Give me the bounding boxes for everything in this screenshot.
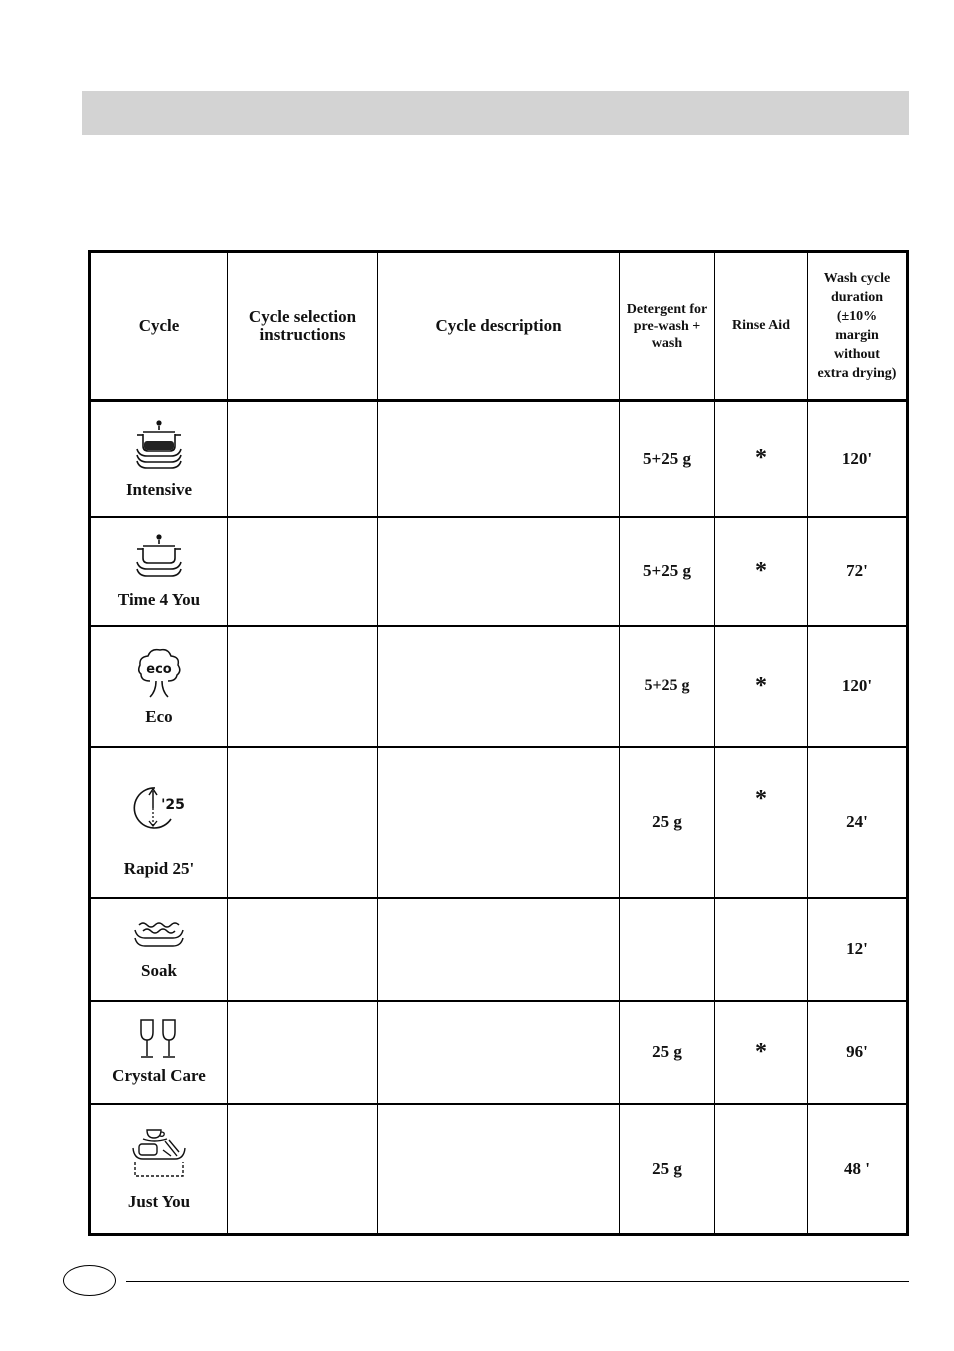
cycle-name: Time 4 You [117,590,201,609]
table-header-row [90,252,908,401]
cycle-cell-time-4-you [90,517,228,626]
selection-cell [228,517,378,626]
svg-text:'25: '25 [161,797,185,813]
selection-cell [228,1001,378,1104]
header-duration: Wash cycle duration (±10% margin without extra drying) [808,252,908,401]
rinse-aid-cell: * [715,1001,808,1104]
duration-cell: 72' [808,517,908,626]
rinse-aid-cell [715,898,808,1001]
duration-cell: 48 ' [808,1104,908,1235]
duration-cell: 120' [808,626,908,747]
cycle-name: Intensive [125,479,193,499]
rinse-aid-cell [715,1104,808,1235]
cycle-name: Eco [145,707,173,726]
cycle-name: Just You [127,1191,191,1211]
rinse-aid-cell: * [715,517,808,626]
detergent-cell: 5+25 g [620,401,715,517]
duration-cell: 12' [808,898,908,1001]
detergent-cell [620,898,715,1001]
table-row [90,517,908,626]
rinse-aid-cell: * [715,626,808,747]
table-row [90,747,908,898]
selection-cell [228,1104,378,1235]
description-cell [378,401,620,517]
detergent-cell: 25 g [620,1104,715,1235]
selection-cell [228,626,378,747]
detergent-cell: 5+25 g [620,626,715,747]
table-row [90,898,908,1001]
section-header-bar [82,91,909,135]
page-language-oval [63,1265,116,1296]
intensive-pot-icon [129,418,189,474]
cycle-name: Rapid 25' [123,859,195,878]
cycle-cell-eco [90,626,228,747]
svg-text:eco: eco [146,662,172,677]
header-detergent: Detergent for pre-wash + wash [620,252,715,401]
rapid-clock-icon [127,783,191,833]
description-cell [378,898,620,1001]
cycle-cell-intensive [90,401,228,517]
description-cell [378,1104,620,1235]
cycle-cell-just-you [90,1104,228,1235]
description-cell [378,626,620,747]
duration-cell: 24' [808,747,908,898]
description-cell [378,517,620,626]
header-cycle-description: Cycle description [378,252,620,401]
header-cycle: Cycle [90,252,228,401]
time-4-you-pot-icon [129,532,189,584]
eco-tree-icon [134,645,184,701]
duration-cell: 120' [808,401,908,517]
selection-cell [228,898,378,1001]
selection-cell [228,747,378,898]
rinse-aid-cell: * [715,747,808,898]
selection-cell [228,401,378,517]
cycle-name: Soak [141,961,177,980]
cycle-name: Crystal Care [112,1066,206,1085]
rinse-aid-cell: * [715,401,808,517]
detergent-cell: 25 g [620,1001,715,1104]
soak-waves-icon [129,917,189,951]
table-row [90,1104,908,1235]
header-rinse-aid: Rinse Aid [715,252,808,401]
cycle-cell-soak [90,898,228,1001]
footer-rule [126,1281,909,1282]
detergent-cell: 5+25 g [620,517,715,626]
header-selection-instructions: Cycle selection instructions [228,252,378,401]
table-row [90,401,908,517]
table-row [90,1001,908,1104]
duration-cell: 96' [808,1001,908,1104]
cycle-cell-crystal-care [90,1001,228,1104]
cycle-cell-rapid-25 [90,747,228,898]
just-you-dishes-icon [127,1126,191,1182]
description-cell [378,747,620,898]
wash-cycles-table [88,250,909,1236]
wine-glasses-icon [134,1018,184,1062]
table-row [90,626,908,747]
detergent-cell: 25 g [620,747,715,898]
description-cell [378,1001,620,1104]
